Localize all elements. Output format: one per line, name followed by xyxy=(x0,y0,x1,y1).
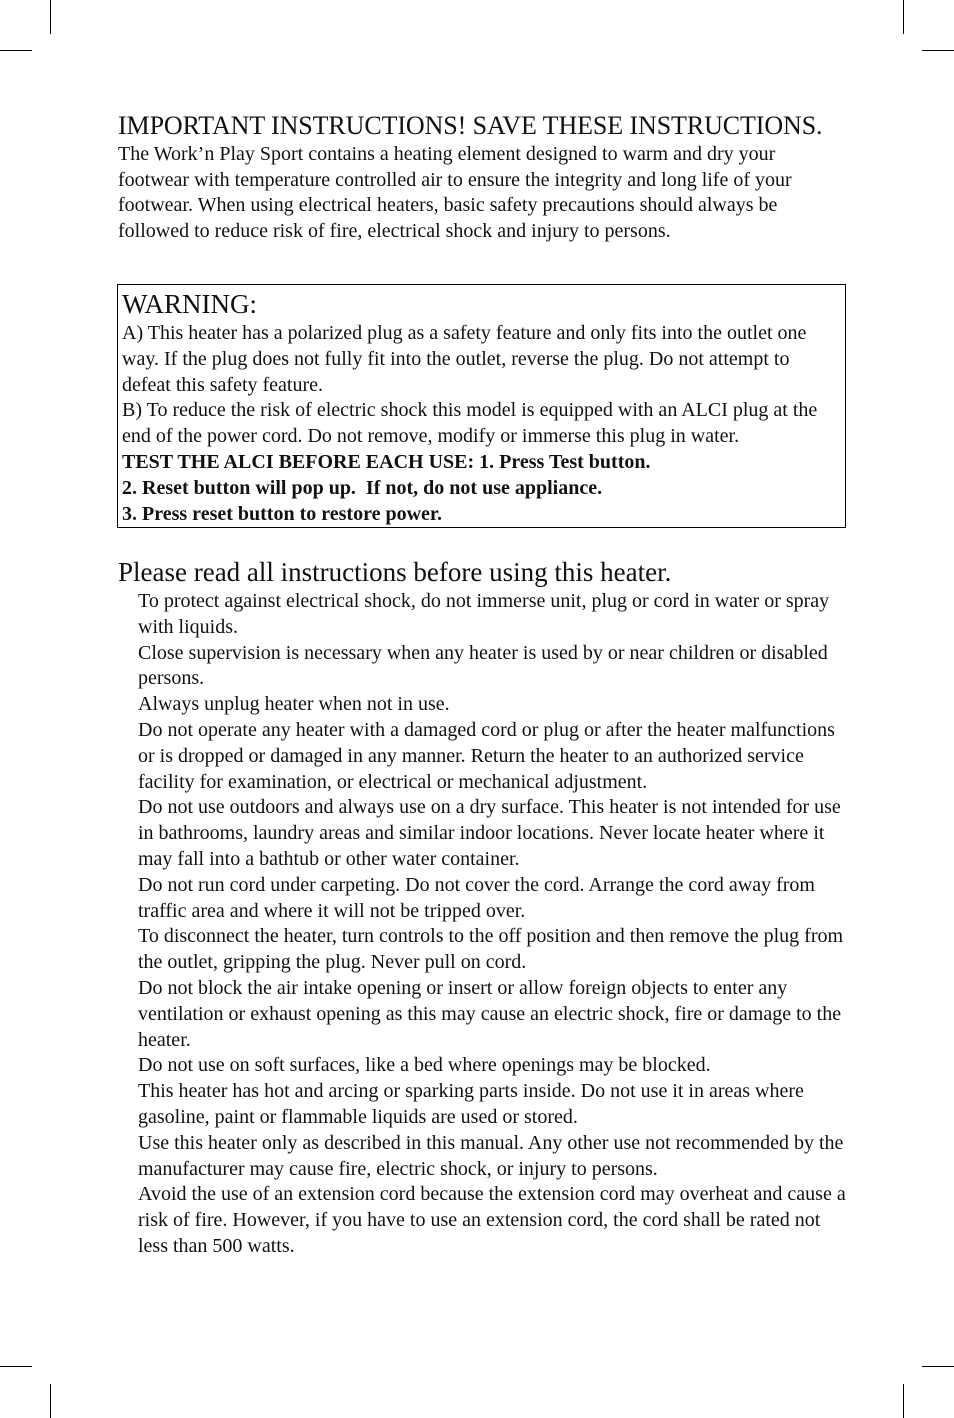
instructions-section xyxy=(118,555,848,1260)
list-item: To protect against electrical shock, do not immerse unit, plug or cord in water or spray with liquids. xyxy=(138,590,830,638)
list-item: To disconnect the heater, turn controls to the off position and then remove the plug from the outlet, gripping the plug. Never pull on cord. xyxy=(138,925,844,974)
warning-box xyxy=(117,284,846,528)
warning-item-a: A) This heater has a polarized plug as a safety feature and only fits into the outlet one way. If the plug does not fully fit into the outlet, reverse the plug. Do not attempt to defeat this safety feature. xyxy=(122,322,807,396)
list-item: Close supervision is necessary when any heater is used by or near children or disabled persons. xyxy=(138,641,828,690)
instructions-list xyxy=(118,589,848,1260)
list-item: Do not operate any heater with a damaged cord or plug or after the heater malfunctions or is dropped or damaged in any manner. Return the heater to an authorized service facility for examination, or electrical or mechanical adjustment. xyxy=(138,718,835,793)
warning-item-b: B) To reduce the risk of electric shock this model is equipped with an ALCI plug at the end of the power cord. Do not remove, modify or immerse this plug in water. xyxy=(122,399,818,448)
crop-mark-bottom-right-horizontal xyxy=(922,1366,954,1367)
warning-heading: WARNING: xyxy=(122,289,257,319)
crop-mark-top-right-horizontal xyxy=(922,50,954,51)
list-item: Do not block the air intake opening or insert or allow foreign objects to enter any ventilation or exhaust opening as this may cause an electric shock, fire or damage to the heater. xyxy=(138,976,842,1051)
intro-paragraph: The Work’n Play Sport contains a heating element designed to warm and dry your footwear with temperature controlled air to ensure the integrity and long life of your footwear. When using electrical heaters, basic safety precautions should always be followed to reduce risk of fire, electrical shock and injury to persons. xyxy=(118,143,792,242)
crop-mark-bottom-left-horizontal xyxy=(0,1366,32,1367)
intro-heading: IMPORTANT INSTRUCTIONS! SAVE THESE INSTRUCTIONS. xyxy=(118,111,823,140)
list-item: Do not run cord under carpeting. Do not cover the cord. Arrange the cord away from traffic area and where it will not be tripped over. xyxy=(138,873,815,922)
list-item: This heater has hot and arcing or sparking parts inside. Do not use it in areas where gasoline, paint or flammable liquids are used or stored. xyxy=(138,1080,804,1128)
list-item: Do not use on soft surfaces, like a bed where openings may be blocked. xyxy=(138,1054,711,1077)
alci-test-line-2: 2. Reset button will pop up. If not, do not use appliance. xyxy=(122,476,603,499)
list-item: Do not use outdoors and always use on a dry surface. This heater is not intended for use in bathrooms, laundry areas and similar indoor locations. Never locate heater where it may fall into a bathtub or other water container. xyxy=(138,796,841,870)
crop-mark-top-left-horizontal xyxy=(0,50,32,51)
list-item: Avoid the use of an extension cord because the extension cord may overheat and cause a risk of fire. However, if you have to use an extension cord, the cord shall be rated not less than 500 watts. xyxy=(138,1183,846,1257)
crop-mark-top-left-vertical xyxy=(50,0,51,34)
alci-test-line-3: 3. Press reset button to restore power. xyxy=(122,502,442,525)
list-item: Always unplug heater when not in use. xyxy=(138,693,450,716)
crop-mark-bottom-right-vertical xyxy=(903,1384,904,1418)
list-item: Use this heater only as described in this manual. Any other use not recommended by the manufacturer may cause fire, electric shock, or injury to persons. xyxy=(138,1131,844,1180)
alci-test-line-1: TEST THE ALCI BEFORE EACH USE: 1. Press Test button. xyxy=(122,450,651,473)
instructions-heading: Please read all instructions before using this heater. xyxy=(118,557,672,587)
crop-mark-bottom-left-vertical xyxy=(50,1384,51,1418)
intro-section xyxy=(118,110,848,244)
crop-mark-top-right-vertical xyxy=(903,0,904,34)
